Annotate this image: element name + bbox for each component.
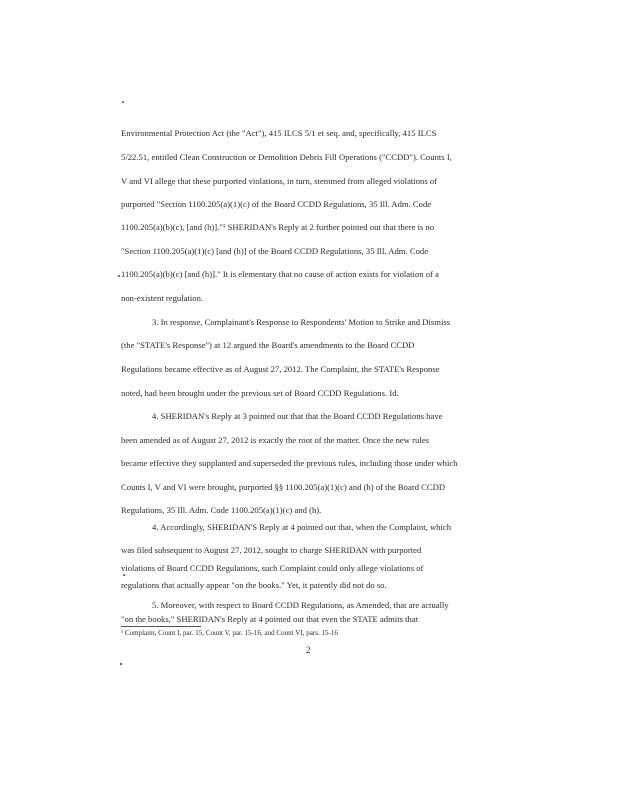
body-line: Environmental Protection Act (the "Act"), 415 ILCS 5/1 et seq. and, specifically, 415 ILCS: [121, 128, 437, 138]
body-line: 5/22.51, entitled Clean Construction or Demolition Debris Fill Operations ("CCDD"). Counts I,: [121, 152, 452, 162]
footnote: ¹ Complaint, Count I, par. 15, Count V, par. 15-16, and Count VI, pars. 15-16: [121, 629, 338, 637]
body-line: violations of Board CCDD Regulations, such Complaint could only allege violations of: [121, 563, 424, 573]
paragraph-4b-first-line: 4. Accordingly, SHERIDAN'S Reply at 4 pointed out that, when the Complaint, which: [152, 522, 452, 532]
body-line: noted, had been brought under the previous set of Board CCDD Regulations. Id.: [121, 388, 399, 398]
paragraph-4-first-line: 4. SHERIDAN's Reply at 3 pointed out that that the Board CCDD Regulations have: [152, 411, 443, 421]
body-line: purported "Section 1100.205(a)(1)(c) of the Board CCDD Regulations, 35 Ill. Adm. Code: [121, 199, 432, 209]
body-line: became effective they supplanted and superseded the previous rules, including those under which: [121, 458, 458, 468]
scan-speck: [118, 275, 120, 277]
body-line: (the "STATE's Response") at 12 argued the Board's amendments to the Board CCDD: [121, 340, 415, 350]
body-line: "on the books," SHERIDAN's Reply at 4 pointed out that even the STATE admits that: [121, 614, 419, 624]
body-line: Regulations became effective as of August 27, 2012. The Complaint, the STATE's Response: [121, 364, 440, 374]
body-line: 1100.205(a)(b)(c), [and (h)]."¹ SHERIDAN's Reply at 2 further pointed out that there is no: [121, 222, 435, 232]
body-line: Counts I, V and VI were brought, purported §§ 1100.205(a)(1)(c) and (h) of the Board CCDD: [121, 482, 446, 492]
footnote-rule: [121, 626, 201, 627]
body-line: V and VI allege that these purported violations, in turn, stemmed from alleged violations of: [121, 176, 438, 186]
body-line: Regulations, 35 Ill. Adm. Code 1100.205(a)(1)(c) and (h).: [121, 505, 322, 515]
body-line: was filed subsequent to August 27, 2012, sought to charge SHERIDAN with purported: [121, 545, 422, 555]
page-number: 2: [306, 645, 311, 655]
body-line: "Section 1100.205(a)(1)(c) [and (h)] of the Board CCDD Regulations, 35 Ill. Adm. Code: [121, 246, 429, 256]
scan-speck: [120, 663, 122, 665]
body-line: regulations that actually appear "on the books." Yet, it patently did not do so.: [121, 580, 387, 590]
body-line: been amended as of August 27, 2012 is exactly the root of the matter. Once the new rules: [121, 435, 429, 445]
scan-speck: [122, 101, 124, 103]
paragraph-5-first-line: 5. Moreover, with respect to Board CCDD Regulations, as Amended, that are actually: [152, 600, 449, 610]
scan-speck: [123, 574, 125, 576]
paragraph-3-first-line: 3. In response, Complainant's Response to Respondents' Motion to Strike and Dismiss: [152, 317, 451, 327]
body-line: non-existent regulation.: [121, 293, 204, 303]
body-line: 1100.205(a)(b)(c) [and (h)]." It is elementary that no cause of action exists for violation of a: [121, 269, 439, 279]
